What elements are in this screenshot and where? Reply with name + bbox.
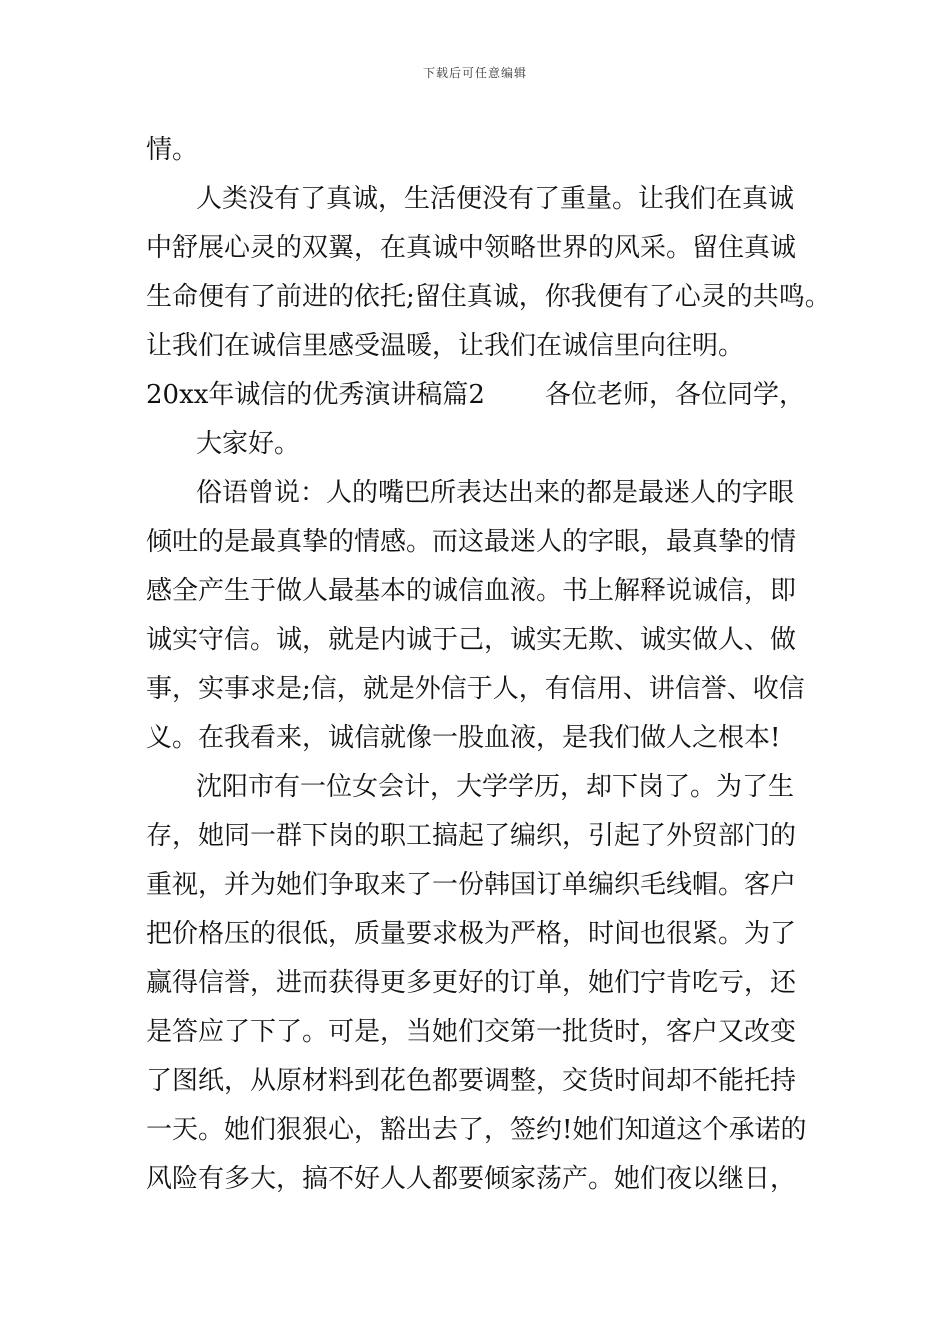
document-body [146,126,831,1204]
paragraph-line: 人类没有了真诚，生活便没有了重量。让我们在真诚 [196,184,795,214]
section-title: 20xx年诚信的优秀演讲稿篇2 [146,380,485,410]
paragraph-line: 让我们在诚信里感受温暖，让我们在诚信里向往明。 [146,331,745,361]
paragraph-line: 倾吐的是最真挚的情感。而这最迷人的字眼，最真挚的情 [146,527,797,557]
paragraph-line: 事，实事求是;信，就是外信于人，有信用、讲信誉、收信 [146,674,805,704]
paragraph-line: 存，她同一群下岗的职工搞起了编织，引起了外贸部门的 [146,821,797,851]
paragraph-line: 把价格压的很低，质量要求极为严格，时间也很紧。为了 [146,919,797,949]
paragraph-line: 义。在我看来，诚信就像一股血液，是我们做人之根本! [146,723,781,753]
paragraph-line: 俗语曾说：人的嘴巴所表达出来的都是最迷人的字眼 [196,478,795,508]
paragraph-line: 感全产生于做人最基本的诚信血液。书上解释说诚信，即 [146,576,797,606]
page-header: 下载后可任意编辑 [422,66,527,80]
paragraph-line: 赢得信誉，进而获得更多更好的订单，她们宁肯吃亏，还 [146,968,797,998]
paragraph-line: 风险有多大，搞不好人人都要倾家荡产。她们夜以继日， [146,1164,797,1194]
paragraph-line: 是答应了下了。可是，当她们交第一批货时，客户又改变 [146,1017,797,1047]
paragraph-line: 大家好。 [196,429,301,459]
paragraph-line: 中舒展心灵的双翼，在真诚中领略世界的风采。留住真诚 [146,233,797,263]
paragraph-line: 一天。她们狠狠心，豁出去了，签约!她们知道这个承诺的 [146,1115,807,1145]
paragraph-line: 情。 [146,135,199,165]
paragraph-line: 生命便有了前进的依托;留住真诚，你我便有了心灵的共鸣。 [146,282,831,312]
paragraph-line: 了图纸，从原材料到花色都要调整，交货时间却不能托持 [146,1066,797,1096]
paragraph-line: 诚实守信。诚，就是内诚于己，诚实无欺、诚实做人、做 [146,625,797,655]
greeting: 各位老师，各位同学， [544,380,805,410]
paragraph-line: 沈阳市有一位女会计，大学学历，却下岗了。为了生 [196,772,795,802]
paragraph-line: 重视，并为她们争取来了一份韩国订单编织毛线帽。客户 [146,870,797,900]
section-title-line [146,371,826,420]
